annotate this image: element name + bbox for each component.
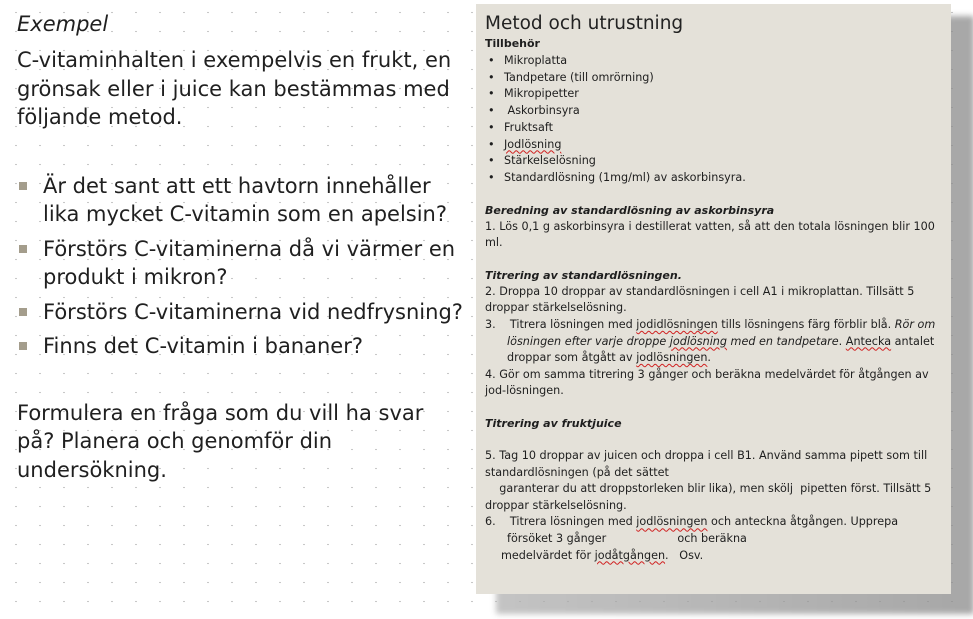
step-6-cont: försöket 3 gånger och beräkna xyxy=(507,531,747,545)
panel-title: Metod och utrustning xyxy=(485,13,684,34)
step-6 xyxy=(485,514,943,531)
equipment-label: Mikropipetter xyxy=(504,87,579,101)
equipment-label: Fruktsaft xyxy=(504,120,553,134)
bullet-icon: • xyxy=(488,70,495,84)
equipment-item xyxy=(485,153,943,170)
step-3 xyxy=(485,317,943,367)
equipment-item xyxy=(485,120,943,137)
question-text: Är det sant att ett havtorn innehåller lika mycket C-vitamin som en apelsin? xyxy=(43,173,448,226)
equipment-item xyxy=(485,53,943,70)
step-6-text: 6. Titrera lösningen med xyxy=(485,515,637,529)
equipment-label: Stärkelselösning xyxy=(504,154,596,168)
square-bullet-icon xyxy=(19,308,27,316)
intro-text: C-vitaminhalten i exempelvis en frukt, en grönsak eller i juice kan bestämmas med följande metod. xyxy=(17,48,452,129)
equipment-label: Mikroplatta xyxy=(504,54,568,67)
equipment-label: Tandpetare (till omrörning) xyxy=(504,70,654,84)
question-item xyxy=(17,235,467,292)
bullet-icon: • xyxy=(488,154,495,168)
bullet-icon: • xyxy=(488,137,495,151)
question-item xyxy=(17,298,467,327)
bullet-icon: • xyxy=(488,104,495,118)
equipment-label: Standardlösning (1mg/ml) av askorbinsyra. xyxy=(504,170,746,184)
step-6-term: jodåtgången xyxy=(594,548,666,562)
step-3-text: . xyxy=(707,351,711,365)
step-4: 4. Gör om samma titrering 3 gånger och beräkna medelvärdet för åtgången av jod-lösningen. xyxy=(485,367,929,398)
square-bullet-icon xyxy=(19,182,27,190)
standard-solution-heading: Beredning av standardlösning av askorbinsyra xyxy=(485,203,775,217)
step-6-text: . Osv. xyxy=(665,548,704,562)
step-3-italic: Rör om lösningen efter varje droppe xyxy=(507,318,936,348)
juice-titration-heading: Titrering av fruktjuice xyxy=(485,416,622,430)
step-3-italic: med en tandpetare xyxy=(727,334,839,348)
step-6-end xyxy=(485,548,943,565)
slide-left-column xyxy=(17,10,467,484)
equipment-item xyxy=(485,103,943,120)
question-list xyxy=(17,172,467,361)
equipment-item xyxy=(485,137,943,154)
step-6-text: medelvärdet för xyxy=(501,548,595,562)
equipment-label: Askorbinsyra xyxy=(504,104,580,118)
question-item xyxy=(17,332,467,361)
step-3-term: jodlösning xyxy=(669,334,727,348)
equipment-list xyxy=(485,53,943,187)
step-3-term: jodidlösningen xyxy=(636,318,718,331)
question-text: Förstörs C-vitaminerna vid nedfrysning? xyxy=(43,299,463,324)
example-heading: Exempel xyxy=(17,12,109,36)
step-3-term: Antecka xyxy=(845,334,892,348)
question-text: Förstörs C-vitaminerna då vi värmer en produkt i mikron? xyxy=(43,236,456,289)
standard-titration-heading: Titrering av standardlösningen. xyxy=(485,268,682,282)
equipment-item xyxy=(485,170,943,187)
equipment-label: Jodlösning xyxy=(504,137,562,151)
closing-prompt: Formulera en fråga som du vill ha svar på? Planera och genomför din undersökning. xyxy=(17,400,424,482)
question-text: Finns det C-vitamin i bananer? xyxy=(43,334,363,358)
step-5: 5. Tag 10 droppar av juicen och droppa i cell B1. Använd samma pipett som till standardlösningen (på det sättet xyxy=(485,448,928,479)
step-5-cont: garanterar du att droppstorleken blir lika), men skölj pipetten först. Tillsätt 5 droppar stärkelselösning. xyxy=(485,482,935,512)
step-1: 1. Lös 0,1 g askorbinsyra i destillerat vatten, så att den totala lösningen blir 100 ml. xyxy=(485,219,935,250)
step-3-text: antalet droppar som åtgått av xyxy=(507,334,935,365)
step-3-text: . xyxy=(838,334,846,348)
square-bullet-icon xyxy=(19,342,27,350)
equipment-heading: Tillbehör xyxy=(485,37,540,50)
step-6-term: jodlösningen xyxy=(636,515,708,529)
step-6-text: och anteckna åtgången. Upprepa xyxy=(707,515,899,529)
step-3-term: jodlösningen xyxy=(636,351,708,365)
equipment-item xyxy=(485,86,943,103)
step-2: 2. Droppa 10 droppar av standardlösningen i cell A1 i mikroplattan. Tillsätt 5 droppar stärkelselösning. xyxy=(485,284,915,315)
bullet-icon: • xyxy=(488,120,495,134)
bullet-icon: • xyxy=(488,87,495,101)
bullet-icon: • xyxy=(488,54,495,67)
bullet-icon: • xyxy=(488,170,495,184)
step-3-text: 3. Titrera lösningen med xyxy=(485,318,637,331)
question-item xyxy=(17,172,467,229)
method-panel xyxy=(476,4,951,594)
equipment-item xyxy=(485,70,943,87)
square-bullet-icon xyxy=(19,245,27,253)
step-3-text: tills lösningens färg förblir blå. xyxy=(717,318,895,331)
